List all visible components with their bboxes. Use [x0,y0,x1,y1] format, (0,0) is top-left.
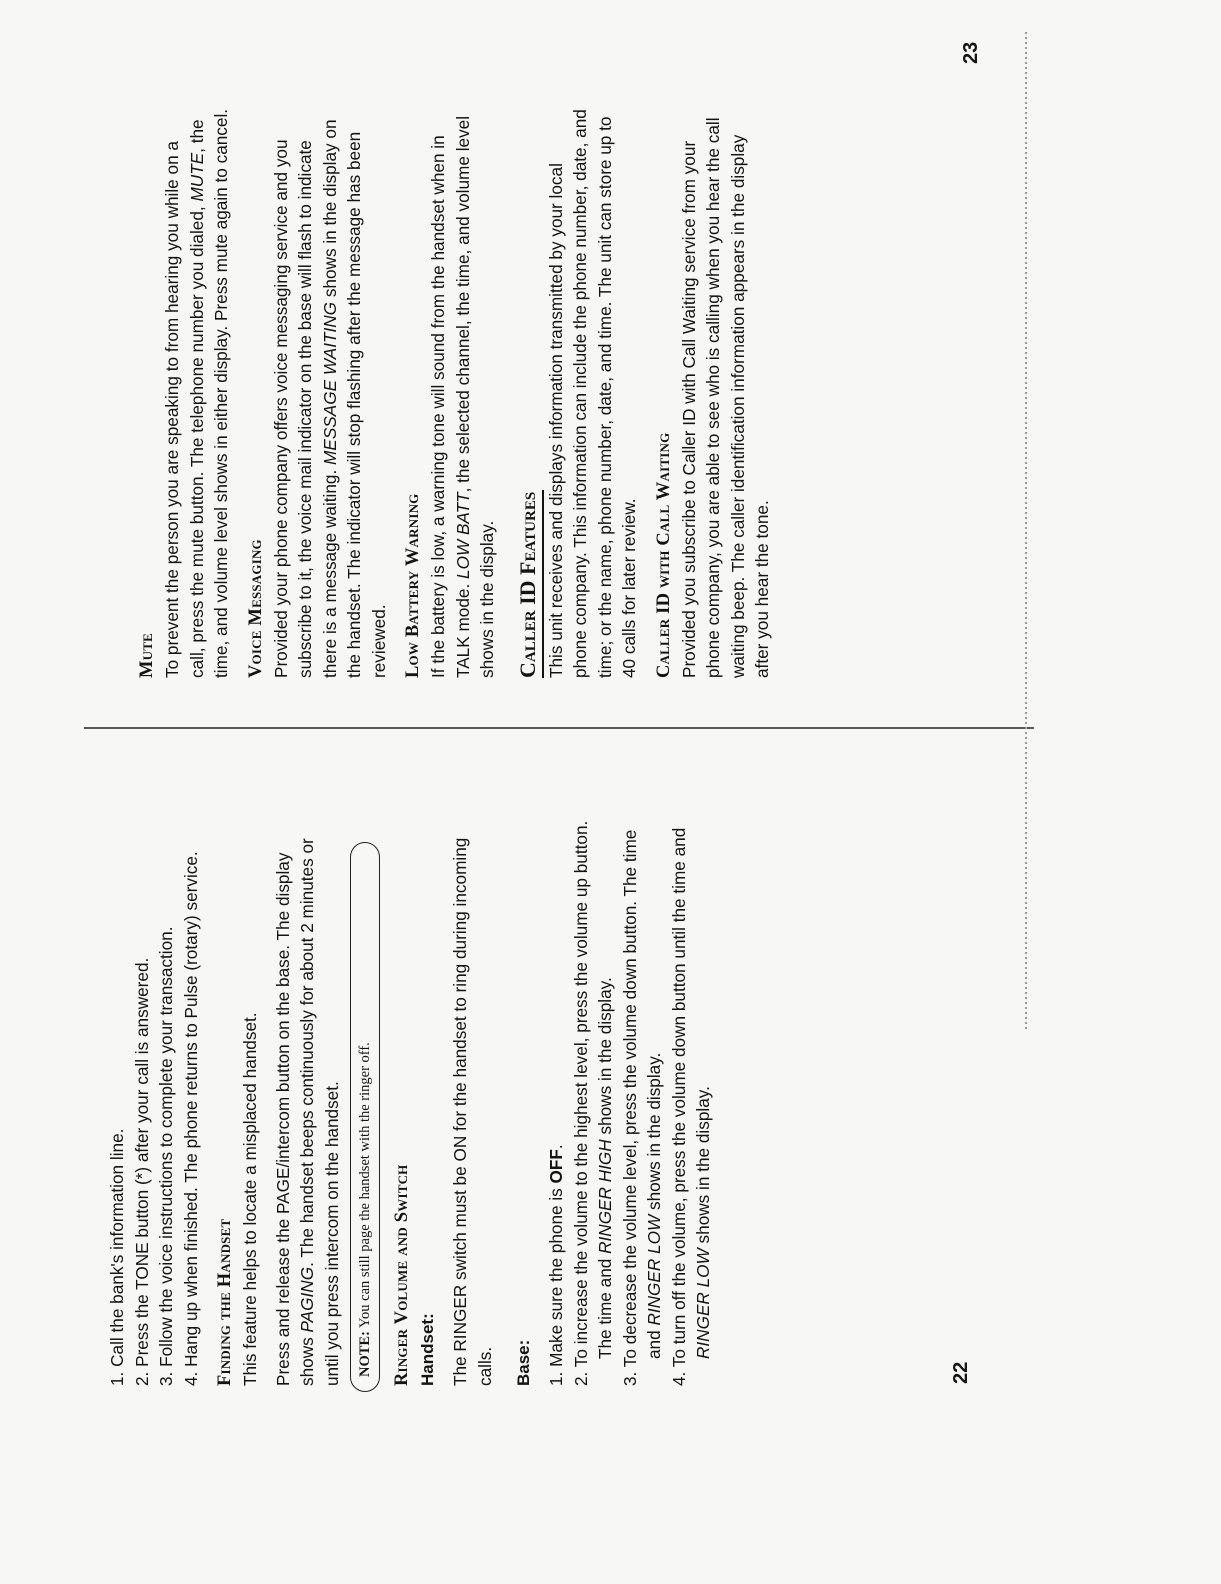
note-text: You can still page the handset with the ringer off. [357,1042,373,1332]
step-line: 2. To increase the volume to the highest level, press the volume up button. [570,820,591,1386]
section-heading-ringer: Ringer Volume and Switch [392,1164,412,1386]
paragraph-line: until you press intercom on the handset. [321,1081,342,1386]
paragraph-line: 40 calls for later review. [619,498,639,678]
paragraph-line: subscribe to it, the voice mail indicator on the base will flash to indicate [295,140,315,678]
page-number-left: 22 [950,1361,972,1384]
paragraph-line: phone company. This information can include the phone number, date, and [570,109,590,678]
step-line: 1. Call the bank's information line. [107,1128,127,1386]
paragraph-line: To prevent the person you are speaking to from hearing you while on a [162,141,182,678]
paragraph-line: shows PAGING. The handset beeps continuously for about 2 minutes or [297,838,317,1386]
paragraph-line: time, and volume level shows in either display. Press mute again to cancel. [211,108,231,678]
step-line: 2. Press the TONE button (*) after your call is answered. [131,957,152,1386]
paragraph-line: calls. [474,1346,495,1386]
paragraph-line: This feature helps to locate a misplaced handset. [240,1012,260,1386]
step-line: 1. Make sure the phone is OFF. [546,1144,566,1386]
step-line: 3. To decrease the volume level, press the volume down button. The time [619,829,640,1386]
paragraph-line: If the battery is low, a warning tone will sound from the handset when in [428,135,448,678]
paragraph-line: waiting beep. The caller identification information appears in the display [727,134,748,678]
paragraph-line: The RINGER switch must be ON for the handset to ring during incoming [450,837,470,1386]
step-line: and RINGER LOW shows in the display. [644,1052,664,1359]
step-line: The time and RINGER HIGH shows in the display. [595,977,615,1359]
note-label: NOTE: [357,1331,373,1377]
step-line: 3. Follow the voice instructions to complete your transaction. [156,926,176,1386]
section-heading-voice-messaging: Voice Messaging [245,539,266,678]
paragraph-line: after you hear the tone. [752,500,772,678]
subheading-handset: Handset: [418,1313,437,1386]
page-number-right: 23 [960,41,982,64]
right-page-column [135,78,775,678]
paragraph-line: Provided your phone company offers voice messaging service and you [270,139,291,678]
subheading-base: Base: [514,1339,533,1386]
paragraph-line: This unit receives and displays information transmitted by your local [545,163,566,678]
step-line: 4. To turn off the volume, press the volume down button until the time and [668,827,689,1386]
paragraph-line: the handset. The indicator will stop flashing after the message has been [344,131,364,678]
section-heading-low-battery: Low Battery Warning [403,493,423,678]
paragraph-line: Provided you subscribe to Caller ID with Call Waiting service from your [678,140,699,678]
paragraph-line: there is a message waiting. MESSAGE WAITING shows in the display on [319,119,340,678]
paragraph-line: Press and release the PAGE/intercom button on the base. The display [272,852,293,1386]
paragraph-line: call, press the mute button. The telephone number you dialed, MUTE, the [186,119,207,678]
paragraph-line: TALK mode. LOW BATT, the selected channel, the time, and volume level [452,115,473,678]
left-page-column [105,806,716,1386]
paragraph-line: shows in the display. [477,520,497,678]
section-heading-finding-handset: Finding the Handset [215,1218,235,1386]
step-line: 4. Hang up when finished. The phone returns to Pulse (rotary) service. [180,851,201,1386]
page-fold-line [84,727,1034,729]
section-heading-caller-id: Caller ID Features [514,490,544,678]
paragraph-line: phone company, you are able to see who is calling when you hear the call [703,117,723,678]
section-heading-call-waiting: Caller ID with Call Waiting [653,432,674,678]
page-gutter-dotted-line [1025,29,1027,1029]
paragraph-line: reviewed. [368,604,389,678]
section-heading-mute: Mute [137,633,157,678]
note-box [350,842,380,1392]
paragraph-line: time; or the name, phone number, date, and time. The unit can store up to [594,116,615,678]
step-line: RINGER LOW shows in the display. [693,1086,713,1359]
